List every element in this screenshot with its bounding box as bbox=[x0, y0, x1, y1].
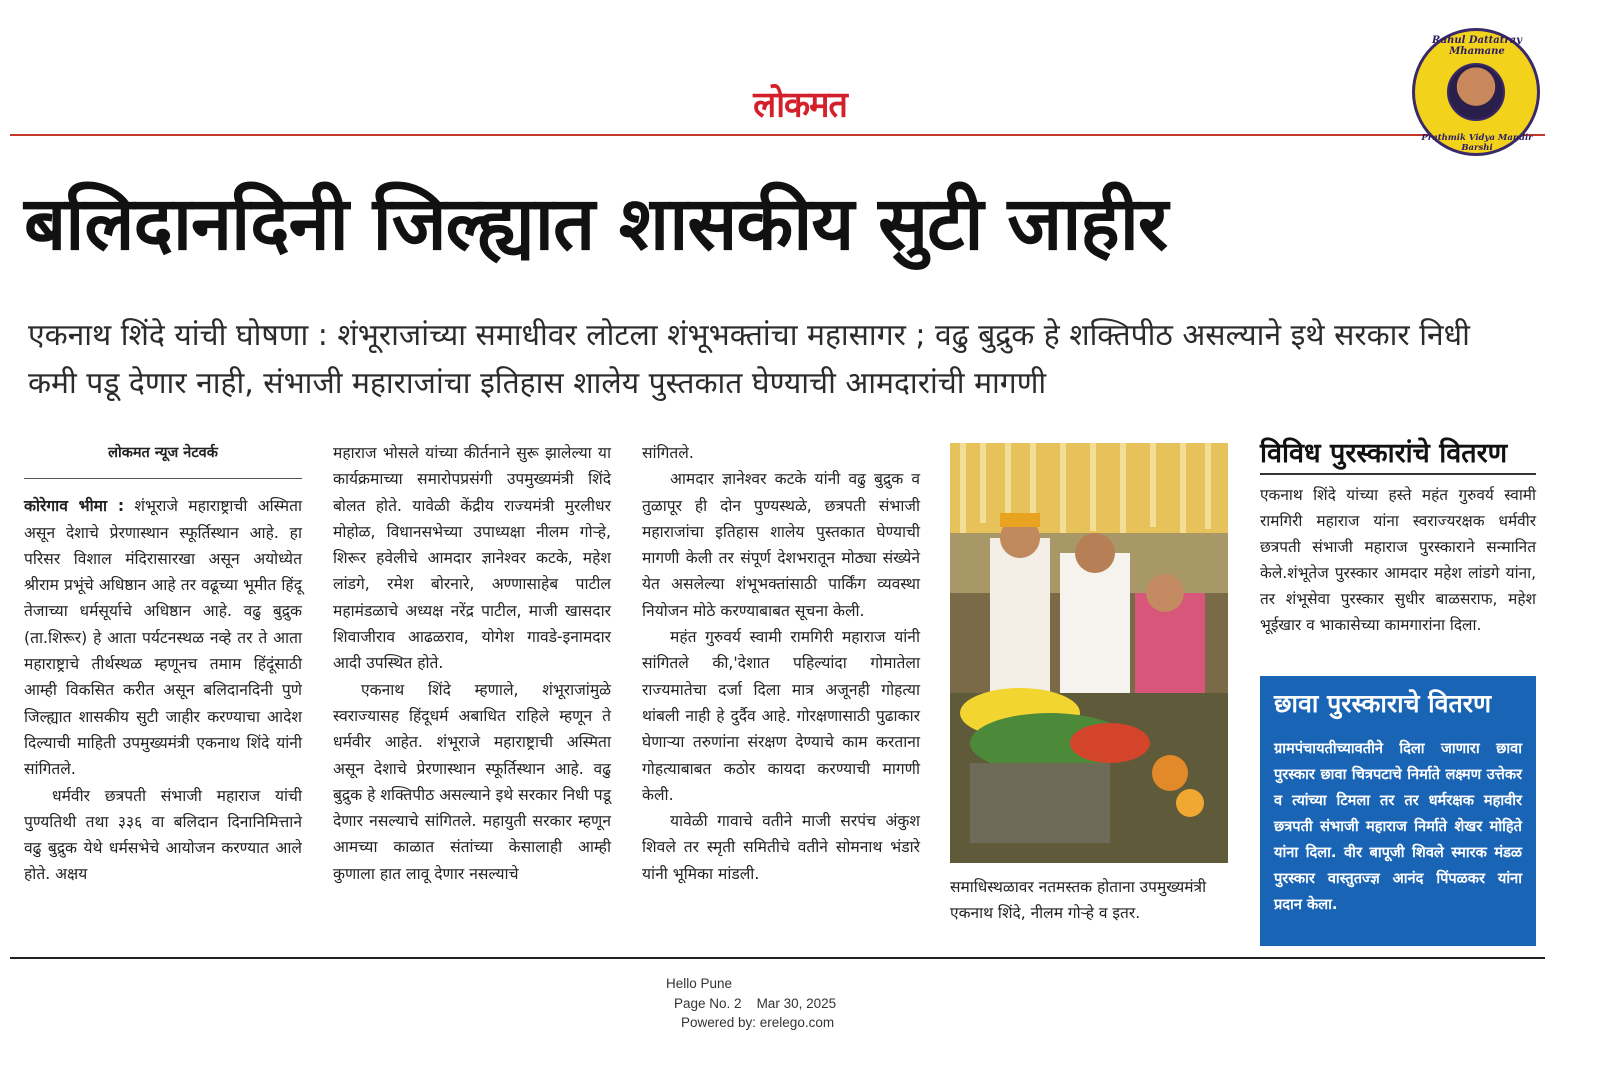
photo-illustration bbox=[950, 443, 1228, 863]
footer-publication: Hello Pune bbox=[666, 976, 733, 991]
article-column-1 bbox=[24, 440, 302, 888]
footer-powered-by[interactable]: Powered by: erelego.com bbox=[681, 1015, 835, 1030]
dateline: कोरेगाव भीमा : bbox=[24, 497, 125, 516]
headline: बलिदानदिनी जिल्ह्यात शासकीय सुटी जाहीर bbox=[24, 181, 1168, 267]
avatar bbox=[1447, 63, 1505, 121]
article-paragraph bbox=[24, 493, 302, 782]
footer-date: Mar 30, 2025 bbox=[756, 996, 837, 1011]
article-paragraph: महाराज भोसले यांच्या कीर्तनाने सुरू झालेल्या या कार्यक्रमाच्या समारोपप्रसंगी उपमुख्यमंत्री शिंदे बोलत होते. यावेळी केंद्रीय राज्यमंत्री मुरलीधर मोहोळ, विधानसभेच्या उपाध्यक्षा नीलम गोऱ्हे, शिरूर हवेलीचे आमदार ज्ञानेश्वर कटके, महेश लांडगे, रमेश बोरनारे, अण्णासाहेब पाटील महामंडळाचे अध्यक्ष नरेंद्र पाटील, माजी खासदार शिवाजीराव आढळराव, योगेश गावडे-इनामदार आदी उपस्थित होते. bbox=[333, 444, 611, 673]
article-paragraph: यावेळी गावाचे वतीने माजी सरपंच अंकुश शिवले तर स्मृती समितीचे वतीने सोमनाथ भंडारे यांनी भूमिका मांडली. bbox=[642, 812, 920, 883]
newspaper-logo: लोकमत bbox=[753, 84, 847, 127]
awards-box-heading: छावा पुरस्काराचे वितरण bbox=[1274, 689, 1492, 718]
awards-box-body: ग्रामपंचायतीच्यावतीने दिला जाणारा छावा पुरस्कार छावा चित्रपटाचे निर्माते लक्ष्मण उत्तेकर व त्यांच्या टिमला तर तर धर्मरक्षक महावीर छत्रपती संभाजी महाराज निर्माते शेखर मोहिते यांना दिला. वीर बापूजी शिवले स्मारक मंडळ पुरस्कार वास्तुतज्ज्ञ आनंद पिंपळकर यांना प्रदान केला. bbox=[1274, 740, 1522, 913]
author-badge bbox=[1412, 28, 1540, 156]
badge-school: Prathmik Vidya Mandir Barshi bbox=[1421, 133, 1533, 153]
badge-name: Rahul Dattatray Mhamane bbox=[1432, 35, 1522, 57]
news-photo bbox=[950, 443, 1228, 863]
masthead-rule bbox=[10, 134, 1545, 136]
footer-page-info bbox=[674, 995, 836, 1012]
sidebar-heading: विविध पुरस्कारांचे वितरण bbox=[1260, 438, 1508, 469]
footer-page: Page No. 2 bbox=[674, 996, 742, 1011]
sidebar-rule bbox=[1260, 473, 1536, 475]
article-column-3 bbox=[642, 440, 920, 887]
article-paragraph: महंत गुरुवर्य स्वामी रामगिरी महाराज यांनी सांगितले की,'देशात पहिल्यांदा गोमातेला राज्यमातेचा दर्जा दिला मात्र अजूनही गोहत्या थांबली नाही हे दुर्दैव आहे. गोरक्षणासाठी पुढाकार घेणाऱ्या तरुणांना संरक्षण देण्याचे काम करताना गोहत्याबाबत कठोर कायदा करण्याची मागणी केली. bbox=[642, 628, 920, 804]
subheadline: एकनाथ शिंदे यांची घोषणा : शंभूराजांच्या समाधीवर लोटला शंभूभक्तांचा महासागर ; वढु बुद्रुक हे शक्तिपीठ असल्याने इथे सरकार निधी कमी पडू देणार नाही, संभाजी महाराजांचा इतिहास शालेय पुस्तकात घेण्याची आमदारांची मागणी bbox=[28, 318, 1470, 401]
article-paragraph: धर्मवीर छत्रपती संभाजी महाराज यांची पुण्यतिथी तथा ३३६ वा बलिदान दिनानिमित्ताने वढु बुद्रुक येथे धर्मसभेचे आयोजन करण्यात आले होते. अक्षय bbox=[24, 786, 302, 884]
awards-box bbox=[1260, 676, 1536, 946]
byline: लोकमत न्यूज नेटवर्क bbox=[24, 440, 302, 479]
bottom-rule bbox=[10, 957, 1545, 959]
article-column-2 bbox=[333, 440, 611, 887]
photo-caption: समाधिस्थळावर नतमस्तक होताना उपमुख्यमंत्री एकनाथ शिंदे, नीलम गोऱ्हे व इतर. bbox=[950, 878, 1207, 922]
article-paragraph: सांगितले. bbox=[642, 444, 694, 462]
masthead bbox=[0, 80, 1600, 126]
paragraph-text: शंभूराजे महाराष्ट्राची अस्मिता असून देशाचे प्रेरणास्थान स्फूर्तिस्थान आहे. हा परिसर विशाल मंदिरासारखा असून अयोध्येत श्रीराम प्रभूंचे अधिष्ठान आहे तर वढूच्या भूमीत हिंदू तेजाच्या धर्मसूर्याचे अधिष्ठान आहे. वढु बुद्रुक (ता.शिरूर) हे आता पर्यटनस्थळ नव्हे तर ते आता महाराष्ट्राचे तीर्थस्थळ म्हणूनच तमाम हिंदूंसाठी आम्ही विकसित करीत असून बलिदानदिनी पुणे जिल्ह्यात शासकीय सुटी जाहीर करण्याचा आदेश दिल्याची माहिती उपमुख्यमंत्री एकनाथ शिंदे यांनी सांगितले. bbox=[24, 497, 302, 779]
article-paragraph: एकनाथ शिंदे म्हणाले, शंभूराजांमुळे स्वराज्यासह हिंदूधर्म अबाधित राहिले म्हणून ते धर्मवीर आहेत. शंभूराजे महाराष्ट्राची अस्मिता असून देशाचे प्रेरणास्थान स्फूर्तिस्थान आहे. वढु बुद्रुक हे शक्तिपीठ असल्याने इथे सरकार निधी पडू देणार नसल्याचे सांगितले. महायुती सरकार म्हणून आमच्या काळात संतांच्या केसालाही आम्ही कुणाला हात लावू देणार नसल्याचे bbox=[333, 680, 611, 883]
sidebar-body: एकनाथ शिंदे यांच्या हस्ते महंत गुरुवर्य स्वामी रामगिरी महाराज यांना स्वराज्यरक्षक धर्मवीर छत्रपती संभाजी महाराज पुरस्काराने सन्मानित केले.शंभूतेज पुरस्कार आमदार महेश लांडगे यांना, तर शंभूसेवा पुरस्कार सुधीर बाळसराफ, महेश भूईखार व भाकासेच्या कामगारांना दिला. bbox=[1260, 486, 1536, 634]
article-paragraph: आमदार ज्ञानेश्वर कटके यांनी वढु बुद्रुक व तुळापूर ही दोन पुण्यस्थळे, छत्रपती संभाजी महाराजांचा इतिहास शालेय पुस्तकात घेण्याची मागणी केली तर संपूर्ण देशभरातून मोठ्या संख्येने येत असलेल्या शंभूभक्तांसाठी पार्किंग व्यवस्था नियोजन मोठे करण्याबाबत सूचना केली. bbox=[642, 470, 920, 620]
